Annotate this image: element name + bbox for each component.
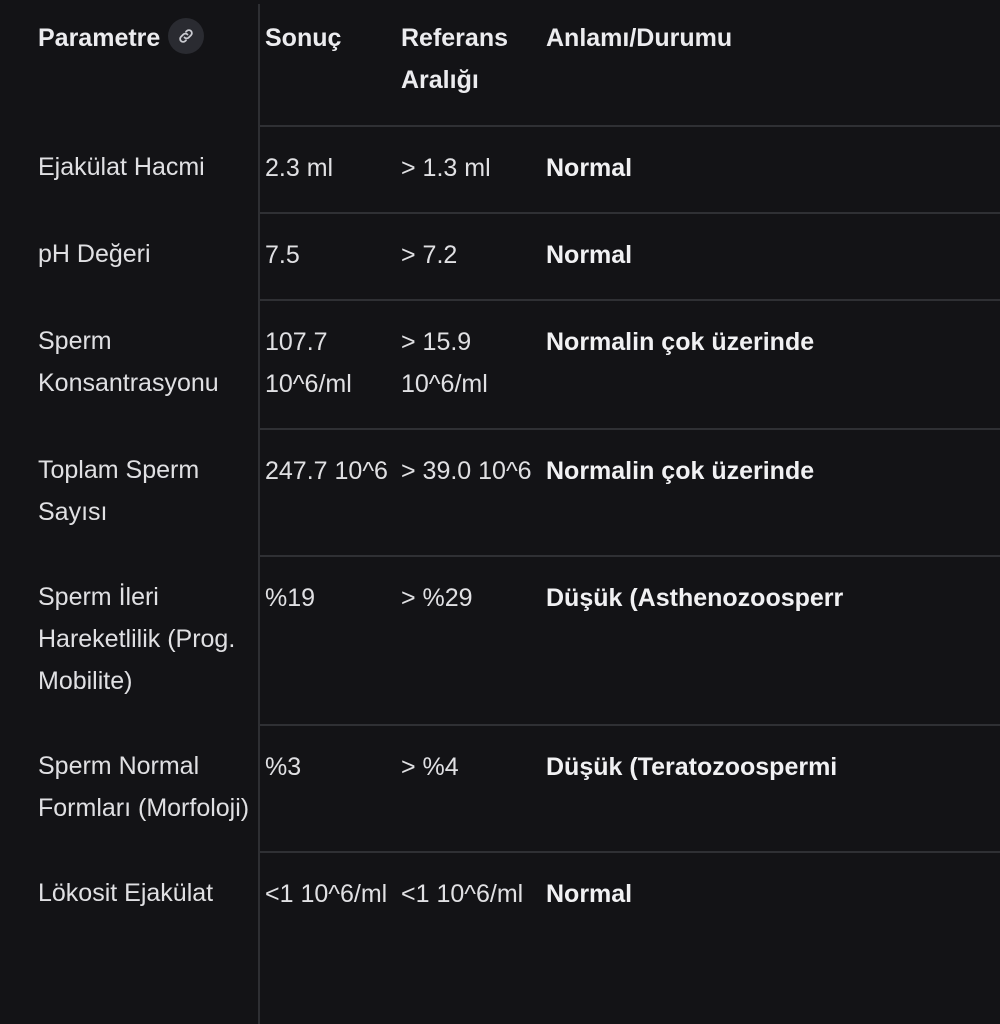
table-body (0, 126, 1000, 938)
cell-reference: > 7.2 (395, 213, 540, 300)
table-row (0, 429, 1000, 556)
table-row (0, 556, 1000, 725)
cell-result: 107.7 10^6/ml (259, 300, 395, 429)
header-parameter-label: Parametre (38, 24, 161, 52)
table-row (0, 725, 1000, 852)
cell-parameter: Toplam Sperm Sayısı (0, 429, 259, 556)
cell-meaning: Normalin çok üzerinde (540, 429, 1000, 556)
table-header-row (0, 0, 1000, 126)
cell-result: %3 (259, 725, 395, 852)
header-meaning: Anlamı/Durumu (546, 24, 733, 52)
cell-parameter: Sperm İleri Hareketlilik (Prog. Mobilite) (0, 556, 259, 725)
header-reference: Referans Aralığı (401, 24, 508, 94)
link-icon[interactable] (168, 18, 204, 54)
table-row (0, 213, 1000, 300)
cell-result: 7.5 (259, 213, 395, 300)
cell-parameter: pH Değeri (0, 213, 259, 300)
table-row (0, 126, 1000, 213)
column-divider (258, 4, 260, 1024)
table-row (0, 852, 1000, 938)
cell-reference: > 1.3 ml (395, 126, 540, 213)
cell-result: 247.7 10^6 (259, 429, 395, 556)
cell-meaning: Normal (540, 852, 1000, 938)
cell-reference: > %29 (395, 556, 540, 725)
cell-reference: > 39.0 10^6 (395, 429, 540, 556)
cell-meaning: Normalin çok üzerinde (540, 300, 1000, 429)
cell-reference: > 15.9 10^6/ml (395, 300, 540, 429)
cell-result: %19 (259, 556, 395, 725)
header-result: Sonuç (265, 24, 342, 52)
cell-result: <1 10^6/ml (259, 852, 395, 938)
cell-reference: <1 10^6/ml (395, 852, 540, 938)
cell-meaning: Normal (540, 126, 1000, 213)
cell-meaning: Normal (540, 213, 1000, 300)
table-row (0, 300, 1000, 429)
cell-result: 2.3 ml (259, 126, 395, 213)
header-parameter (0, 0, 259, 126)
cell-meaning: Düşük (Teratozoospermi (540, 725, 1000, 852)
cell-parameter: Sperm Normal Formları (Morfoloji) (0, 725, 259, 852)
cell-parameter: Lökosit Ejakülat (0, 852, 259, 938)
cell-parameter: Sperm Konsantrasyonu (0, 300, 259, 429)
cell-parameter: Ejakülat Hacmi (0, 126, 259, 213)
cell-meaning: Düşük (Asthenozoosperr (540, 556, 1000, 725)
cell-reference: > %4 (395, 725, 540, 852)
